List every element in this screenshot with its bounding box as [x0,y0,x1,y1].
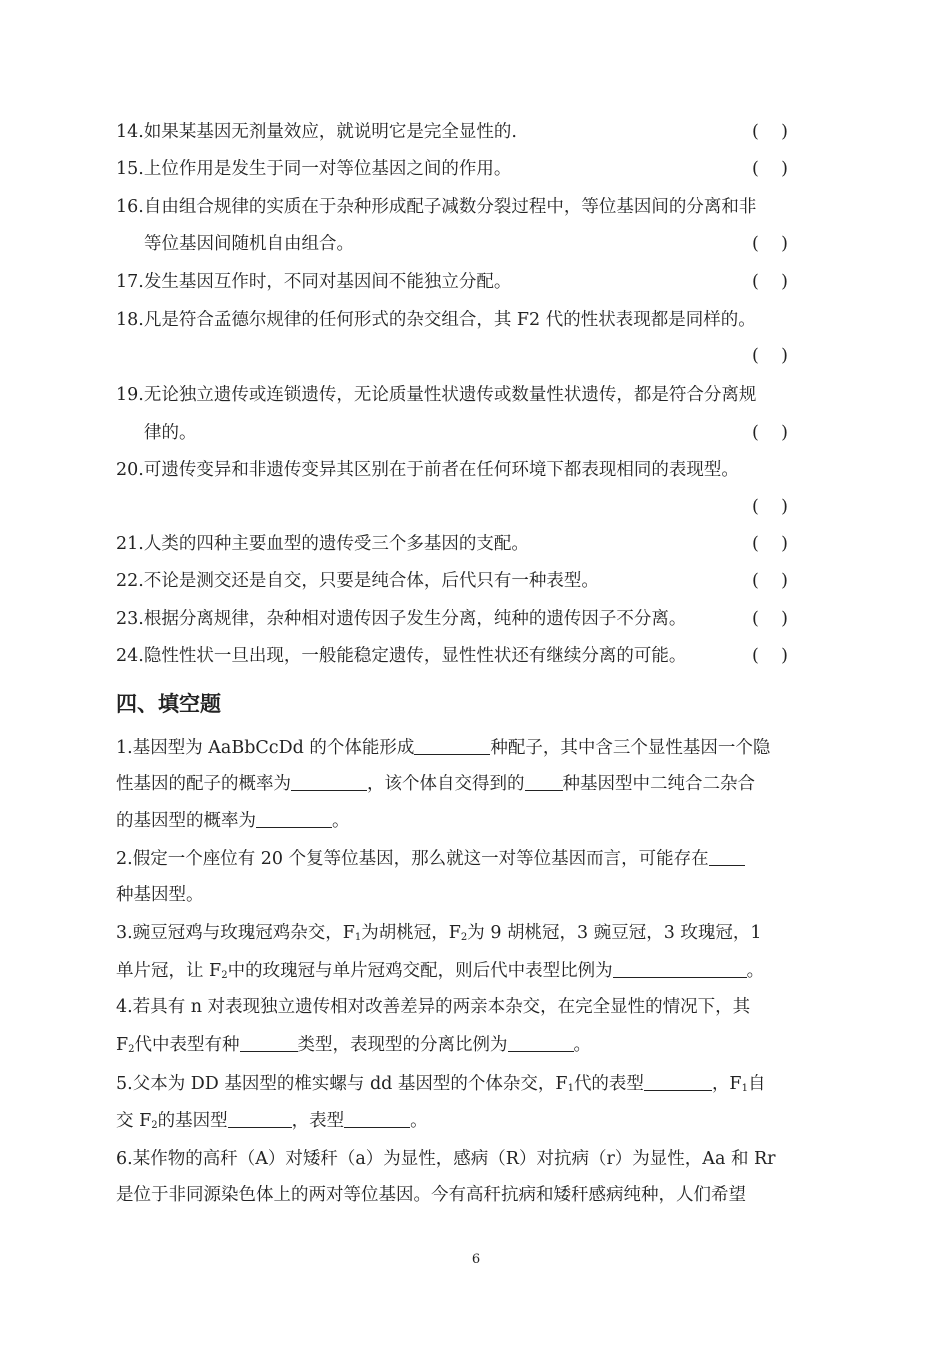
answer-parens: ( ) [752,571,788,591]
fill-text: 代的表型 [573,1074,644,1094]
question-19-line2: 律的。 [144,423,197,443]
fill-text: 的基因型 [157,1111,228,1131]
question-16-line2: 等位基因间随机自由组合。 [144,234,354,254]
fill-1-line2 [116,772,755,795]
fill-1-line1 [116,736,770,759]
subscript: 2 [151,1120,158,1131]
question-18: 18.凡是符合孟德尔规律的任何形式的杂交组合，其 F2 代的性状表现都是同样的。 [116,310,756,330]
answer-parens: ( ) [752,159,788,179]
subscript: 1 [567,1083,574,1094]
subscript: 2 [128,1044,135,1055]
fill-5-line1 [116,1072,765,1100]
answer-blank[interactable] [344,1109,410,1128]
page-number: 6 [471,1252,481,1267]
fill-text: 1.基因型为 AaBbCcDd 的个体能形成 [116,738,415,758]
answer-blank[interactable] [644,1072,712,1091]
fill-text: 。 [332,811,350,831]
question-16-line1: 16.自由组合规律的实质在于杂种形成配子减数分裂过程中，等位基因间的分离和非 [116,197,757,217]
fill-text: 代中表型有种 [134,1035,240,1055]
answer-blank[interactable] [228,1109,292,1128]
answer-blank[interactable] [256,809,332,828]
answer-blank[interactable] [291,772,367,791]
question-24: 24.隐性性状一旦出现，一般能稳定遗传，显性性状还有继续分离的可能。 [116,646,687,666]
fill-text: ，F [711,1074,742,1094]
question-15: 15.上位作用是发生于同一对等位基因之间的作用。 [116,159,512,179]
question-19-line1: 19.无论独立遗传或连锁遗传，无论质量性状遗传或数量性状遗传，都是符合分离规 [116,385,757,405]
subscript: 1 [354,932,362,943]
answer-parens: ( ) [752,646,788,666]
fill-4-line1: 4.若具有 n 对表现独立遗传相对改善差异的两亲本杂交，在完全显性的情况下，其 [116,997,751,1017]
fill-2-line2: 种基因型。 [116,885,204,905]
subscript: 1 [741,1083,748,1094]
fill-text: 2.假定一个座位有 20 个复等位基因，那么就这一对等位基因而言，可能存在 [116,849,709,869]
fill-text: 。 [746,961,765,981]
answer-blank[interactable] [508,1033,574,1052]
fill-text: 中的玫瑰冠与单片冠鸡交配，则后代中表型比例为 [227,961,613,981]
fill-text: 的基因型的概率为 [116,811,256,831]
fill-6-line1: 6.某作物的高秆（A）对矮秆（a）为显性，感病（R）对抗病（r）为显性，Aa 和 Rr [116,1149,776,1169]
fill-4-line2 [116,1033,591,1061]
answer-parens: ( ) [752,497,788,517]
answer-parens: ( ) [752,534,788,554]
subscript: 2 [221,970,228,981]
answer-blank[interactable] [613,959,747,978]
question-23: 23.根据分离规律，杂种相对遗传因子发生分离，纯种的遗传因子不分离。 [116,609,687,629]
fill-5-line2 [116,1109,428,1137]
answer-parens: ( ) [752,234,788,254]
fill-text: 为 9 胡桃冠，3 豌豆冠，3 玫瑰冠，1 [467,923,762,943]
answer-blank[interactable] [414,736,490,755]
fill-text: 单片冠，让 F [116,961,222,981]
answer-parens: ( ) [752,346,788,366]
fill-text: 为胡桃冠，F [361,923,461,943]
answer-blank[interactable] [240,1033,298,1052]
fill-text: 类型，表现型的分离比例为 [297,1035,508,1055]
answer-parens: ( ) [752,423,788,443]
question-20: 20.可遗传变异和非遗传变异其区别在于前者在任何环境下都表现相同的表现型。 [116,460,739,480]
question-21: 21.人类的四种主要血型的遗传受三个多基因的支配。 [116,534,529,554]
question-17: 17.发生基因互作时，不同对基因间不能独立分配。 [116,272,512,292]
fill-text: 性基因的配子的概率为 [116,774,291,794]
question-22: 22.不论是测交还是自交，只要是纯合体，后代只有一种表型。 [116,571,599,591]
fill-3-line2 [116,959,764,987]
fill-text: 交 F [116,1111,152,1131]
fill-text: 。 [410,1111,428,1131]
fill-1-line3 [116,809,350,832]
fill-text: ，该个体自交得到的 [367,774,525,794]
fill-text: ，表型 [291,1111,345,1131]
fill-6-line2: 是位于非同源染色体上的两对等位基因。今有高秆抗病和矮秆感病纯种，人们希望 [116,1185,746,1205]
fill-text: F [116,1035,129,1055]
section-title: 四、填空题 [116,692,221,716]
fill-text: 5.父本为 DD 基因型的椎实螺与 dd 基因型的个体杂交，F [116,1074,568,1094]
fill-2-line1 [116,847,745,870]
answer-blank[interactable] [709,847,745,866]
fill-text: 3.豌豆冠鸡与玫瑰冠鸡杂交，F [116,923,355,943]
fill-text: 种基因型中二纯合二杂合 [562,774,755,794]
subscript: 2 [460,932,468,943]
answer-parens: ( ) [752,272,788,292]
fill-text: 自 [747,1074,766,1094]
answer-blank[interactable] [525,772,563,791]
answer-parens: ( ) [752,609,788,629]
fill-text: 。 [573,1035,592,1055]
answer-parens: ( ) [752,122,788,142]
fill-text: 种配子，其中含三个显性基因一个隐 [490,738,771,758]
question-14: 14.如果某基因无剂量效应，就说明它是完全显性的. [116,122,517,142]
fill-3-line1 [116,922,762,949]
